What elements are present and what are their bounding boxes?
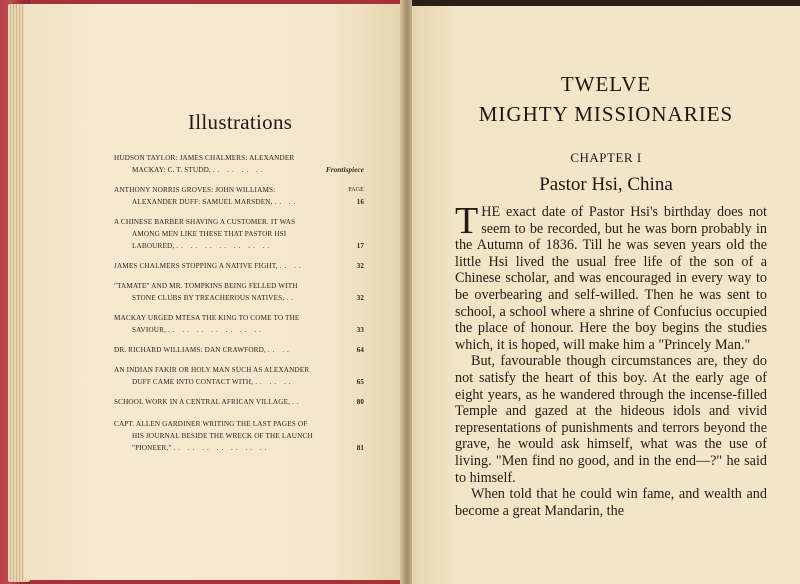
page-number: 17 <box>356 242 364 250</box>
page-column-head: PAGE <box>348 187 364 193</box>
list-item: AN INDIAN FAKIR OR HOLY MAN SUCH AS ALEXANDER DUFF CAME INTO CONTACT WITH, .. .. .. 65 <box>114 366 364 386</box>
drop-cap: T <box>455 200 479 242</box>
list-item: DR. RICHARD WILLIAMS: DAN CRAWFORD, .. .. 64 <box>114 346 364 354</box>
item-line: MACKAY: C. T. STUDD, <box>132 166 211 174</box>
item-line: AMONG MEN LIKE THESE THAT PASTOR HSI <box>132 230 287 238</box>
item-line: "PIONEER," <box>132 444 172 452</box>
item-line: DR. RICHARD WILLIAMS: DAN CRAWFORD, <box>114 346 266 354</box>
chapter-label: CHAPTER I <box>570 150 642 165</box>
item-line: ANTHONY NORRIS GROVES: JOHN WILLIAMS: <box>114 186 276 194</box>
page-number: 65 <box>356 378 364 386</box>
item-line: MACKAY URGED MTESA THE KING TO COME TO THE <box>114 314 300 322</box>
item-line: SCHOOL WORK IN A CENTRAL AFRICAN VILLAGE, <box>114 398 291 406</box>
list-item: PAGE ANTHONY NORRIS GROVES: JOHN WILLIAMS: ALEXANDER DUFF: SAMUEL MARSDEN, .. .. 16 <box>114 186 364 206</box>
list-item: CAPT. ALLEN GARDINER WRITING THE LAST PAGES OF HIS JOURNAL BESIDE THE WRECK OF THE LAUNCH "PIONEER," .. .. .. .. .. .. .. 81 <box>114 420 364 452</box>
page-number: Frontispiece <box>326 166 364 174</box>
list-item: MACKAY URGED MTESA THE KING TO COME TO THE SAVIOUR, .. .. .. .. .. .. .. 33 <box>114 314 364 334</box>
page-number: 32 <box>356 262 364 270</box>
book-title-line-1: TWELVE <box>560 72 652 96</box>
paragraph <box>455 200 767 353</box>
list-item: JAMES CHALMERS STOPPING A NATIVE FIGHT, .. .. 32 <box>114 262 364 270</box>
item-line: JAMES CHALMERS STOPPING A NATIVE FIGHT, <box>114 262 278 270</box>
item-line: ALEXANDER DUFF: SAMUEL MARSDEN, <box>132 198 273 206</box>
top-shadow-strip <box>412 0 800 6</box>
page-number: 16 <box>356 198 364 206</box>
chapter-title: Pastor Hsi, China <box>539 174 673 195</box>
item-line: SAVIOUR, <box>132 326 167 334</box>
item-line: DUFF CAME INTO CONTACT WITH, <box>132 378 254 386</box>
item-line: HIS JOURNAL BESIDE THE WRECK OF THE LAUNCH <box>132 432 313 440</box>
list-item: A CHINESE BARBER SHAVING A CUSTOMER. IT WAS AMONG MEN LIKE THESE THAT PASTOR HSI LABOURED, .. .. .. .. .. .. .. 17 <box>114 218 364 250</box>
paragraph-text: HE exact date of Pastor Hsi's birthday does not seem to be recorded, but he was born probably in the Autumn of 1836. Till he was seven years old the little Hsi lived the usual free life of the son of a Chinese scholar, and was encouraged in every way to be overbearing and self-willed. Then he was sent to school, a school where a shrine of Confucius occupied the place of honour. Here the boy begins the studies which, it is hoped, will make him a "Princely Man." <box>455 204 767 353</box>
item-line: LABOURED, <box>132 242 175 250</box>
chapter-body <box>455 200 767 519</box>
paragraph: But, favourable though circumstances are, they do not satisfy the heart of this boy. At the early age of eight years, as he wandered through the incense-filled Temple and gazed at the hideous idols and vivid representations of punishments and terrors beyond the grave, he would ask himself, what was the use of living. "Men find no good, and in the end—?" he said to himself. <box>455 353 767 486</box>
page-number: 64 <box>356 346 364 354</box>
item-line: A CHINESE BARBER SHAVING A CUSTOMER. IT WAS <box>114 218 296 226</box>
illustrations-heading: Illustrations <box>188 110 293 134</box>
page-number: 33 <box>356 326 364 334</box>
list-item: SCHOOL WORK IN A CENTRAL AFRICAN VILLAGE, .. 80 <box>114 398 364 406</box>
item-line: "TAMATE" AND MR. TOMPKINS BEING FELLED WITH <box>114 282 298 290</box>
item-line: HUDSON TAYLOR: JAMES CHALMERS: ALEXANDER <box>114 154 295 162</box>
list-item: "TAMATE" AND MR. TOMPKINS BEING FELLED WITH STONE CLUBS BY TREACHEROUS NATIVES, .. 32 <box>114 282 364 302</box>
page-number: 32 <box>356 294 364 302</box>
page-number: 81 <box>356 444 364 452</box>
item-line: AN INDIAN FAKIR OR HOLY MAN SUCH AS ALEXANDER <box>114 366 310 374</box>
page-number: 80 <box>356 398 364 406</box>
book-title-line-2: MIGHTY MISSIONARIES <box>478 102 734 126</box>
illustrations-list <box>114 152 364 462</box>
item-line: STONE CLUBS BY TREACHEROUS NATIVES, <box>132 294 285 302</box>
list-item: HUDSON TAYLOR: JAMES CHALMERS: ALEXANDER MACKAY: C. T. STUDD, .. .. .. .. Frontispiece <box>114 154 364 174</box>
paragraph: When told that he could win fame, and wealth and become a great Mandarin, the <box>455 486 767 519</box>
item-line: CAPT. ALLEN GARDINER WRITING THE LAST PAGES OF <box>114 420 308 428</box>
